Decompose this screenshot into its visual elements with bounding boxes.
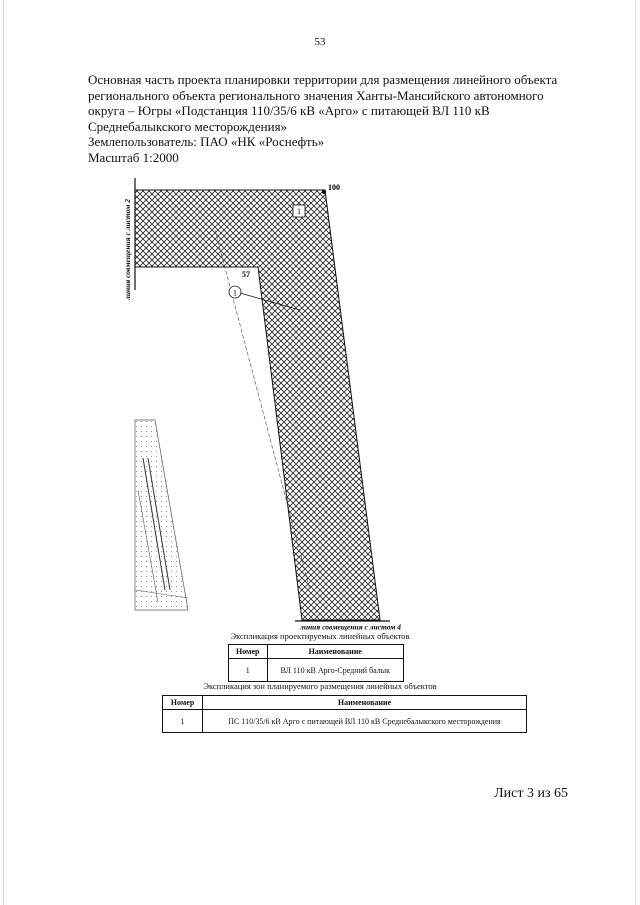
table-row bbox=[163, 710, 527, 733]
table1-caption: Экспликация проектируемых линейных объектов bbox=[230, 631, 410, 641]
table2-caption: Экспликация зон планируемого размещения линейных объектов bbox=[203, 681, 437, 691]
table-row bbox=[229, 659, 404, 682]
column-header-number: Номер bbox=[229, 645, 268, 659]
land-user-line: Землепользователь: ПАО «НК «Роснефть» bbox=[88, 134, 325, 149]
column-header-name: Наименование bbox=[203, 696, 527, 710]
object-number-label: 1 bbox=[233, 288, 237, 298]
scan-edge-right bbox=[635, 0, 636, 905]
cell-number: 1 bbox=[229, 659, 268, 682]
column-header-number: Номер bbox=[163, 696, 203, 710]
projected-objects-table bbox=[228, 644, 404, 682]
document-header bbox=[88, 72, 568, 165]
header-line-3: округа – Югры «Подстанция 110/35/6 кВ «Арго» с питающей ВЛ 110 кВ bbox=[88, 103, 490, 118]
header-line-4: Среднебалыкского месторождения» bbox=[88, 118, 288, 134]
sheet-number: Лист 3 из 65 bbox=[494, 786, 568, 801]
cell-number: 1 bbox=[163, 710, 203, 733]
placement-zones-table bbox=[162, 695, 527, 733]
match-line-sheet-4-label: линия совмещения с листом 4 bbox=[300, 622, 401, 632]
cell-name: ВЛ 110 кВ Арго-Средний балык bbox=[267, 659, 404, 682]
header-line-1: Основная часть проекта планировки территории для размещения линейного объекта bbox=[88, 72, 558, 87]
zone-number-label: 1 bbox=[297, 207, 301, 216]
page-number: 53 bbox=[314, 36, 326, 48]
point-100-label: 100 bbox=[328, 183, 340, 192]
match-line-sheet-2-label: линия совмещения с листом 2 bbox=[123, 199, 132, 300]
planning-map bbox=[110, 170, 470, 632]
scan-edge-left bbox=[3, 0, 4, 905]
point-57-label: 57 bbox=[242, 270, 250, 279]
table-header-row bbox=[229, 645, 404, 659]
column-header-name: Наименование bbox=[267, 645, 404, 659]
scale-line: Масштаб 1:2000 bbox=[88, 149, 179, 165]
header-line-2: регионального объекта регионального значения Ханты-Мансийского автономного bbox=[88, 87, 544, 103]
existing-parcels bbox=[135, 420, 188, 610]
table-header-row bbox=[163, 696, 527, 710]
cell-name: ПС 110/35/6 кВ Арго с питающей ВЛ 110 кВ Среднебалыкского месторождения bbox=[203, 710, 527, 733]
point-100-marker bbox=[322, 190, 326, 194]
